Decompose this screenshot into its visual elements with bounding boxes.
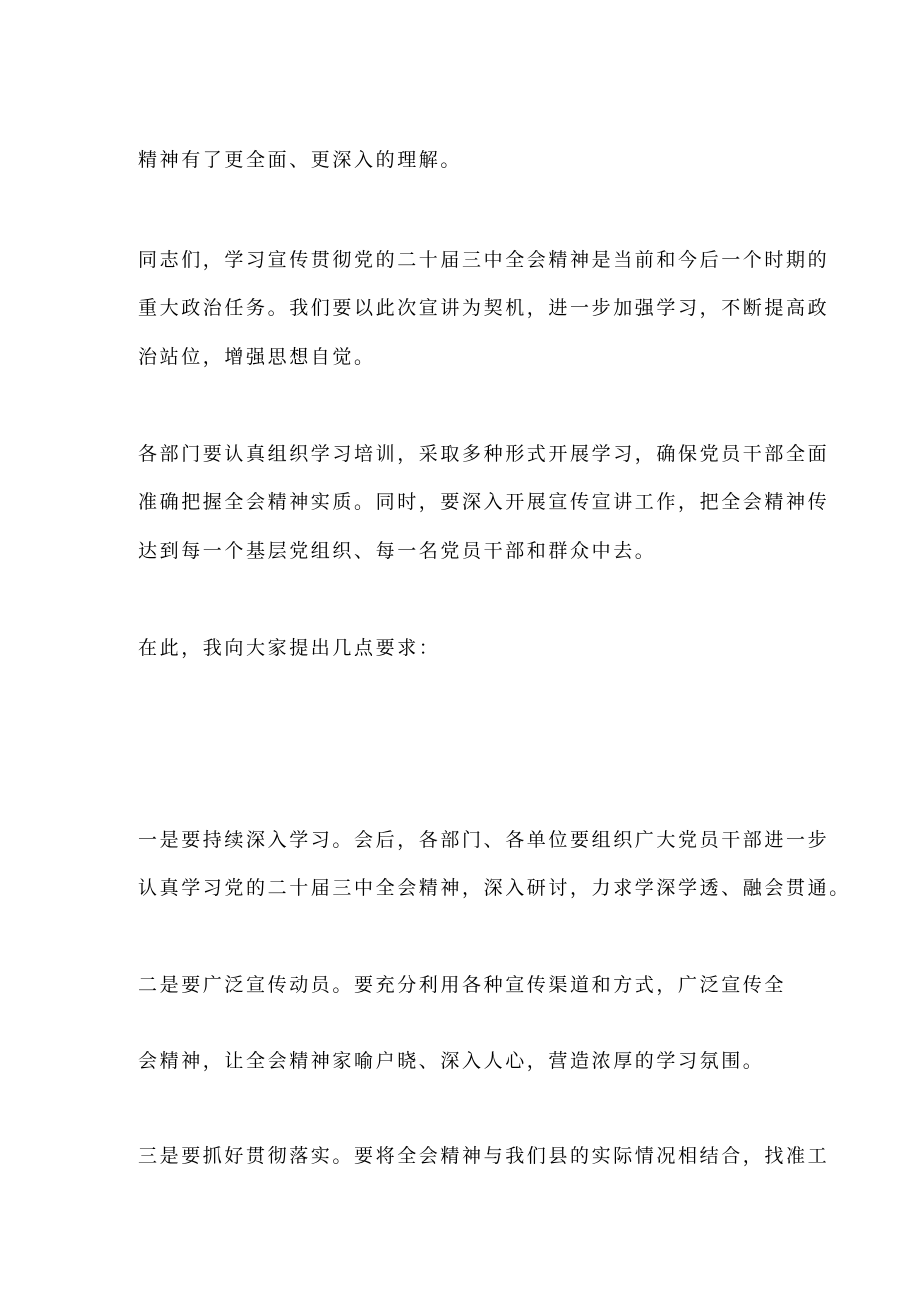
text-line-requirement-two: 二是要广泛宣传动员。要充分利用各种宣传渠道和方式，广泛宣传全 <box>138 974 787 996</box>
text-line-departments: 各部门要认真组织学习培训，采取多种形式开展学习，确保党员干部全面 <box>138 443 830 465</box>
text-line-closing-understanding: 精神有了更全面、更深入的理解。 <box>138 149 463 171</box>
text-line-grasp-essence: 准确把握全会精神实质。同时，要深入开展宣传宣讲工作，把全会精神传 <box>138 491 830 513</box>
text-line-political-stance: 治站位，增强思想自觉。 <box>138 346 376 368</box>
text-line-requirement-one: 一是要持续深入学习。会后，各部门、各单位要组织广大党员干部进一步 <box>138 829 830 851</box>
text-line-reach-grassroots: 达到每一个基层党组织、每一名党员干部和群众中去。 <box>138 540 657 562</box>
text-line-comrades: 同志们，学习宣传贯彻党的二十届三中全会精神是当前和今后一个时期的 <box>138 249 830 271</box>
text-line-political-task: 重大政治任务。我们要以此次宣讲为契机，进一步加强学习，不断提高政 <box>138 297 830 319</box>
text-line-requirement-three: 三是要抓好贯彻落实。要将全会精神与我们县的实际情况相结合，找准工 <box>138 1145 830 1167</box>
text-line-requirement-two-cont: 会精神，让全会精神家喻户晓、深入人心，营造浓厚的学习氛围。 <box>138 1050 765 1072</box>
text-line-requirements-intro: 在此，我向大家提出几点要求： <box>138 637 441 659</box>
text-line-requirement-one-cont: 认真学习党的二十届三中全会精神，深入研讨，力求学深学透、融会贯通。 <box>138 877 851 899</box>
